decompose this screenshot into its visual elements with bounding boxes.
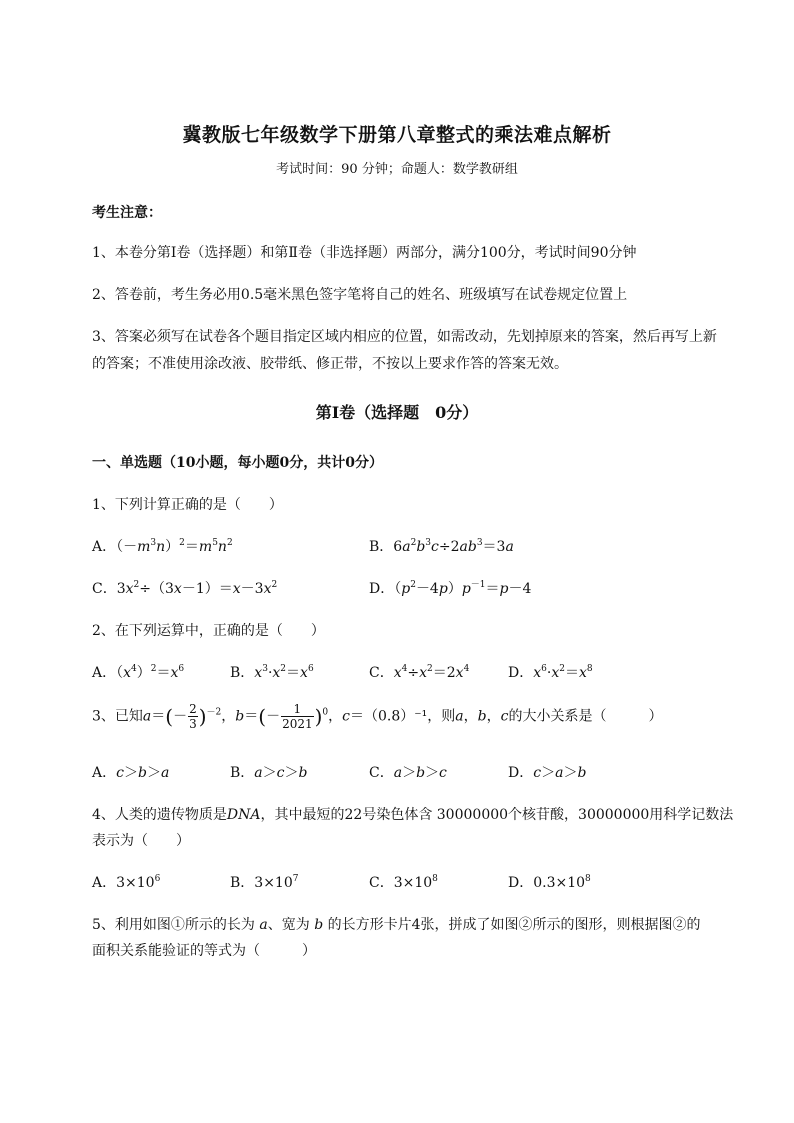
question-4-option-a: A．$3\times 10^6$: [92, 874, 161, 891]
question-5-line-2: 面积关系能验证的等式为（ ）: [92, 943, 316, 959]
question-4-option-d: D．$0.3\times 10^8$: [508, 874, 591, 891]
question-3-stem: 3、已知a＝(－ $\frac{2}{3}$ )$^{-2}$，b＝(－ $\frac{1}{2021}$ )$^0$，c＝（0.8）⁻¹，则a，b，c的大小关系是（ ）: [92, 702, 663, 731]
question-1-option-d: D．$(p^2-4p)p^{-1}=p-4$: [369, 580, 532, 597]
fraction-one-over-2021: $\frac{1}{2021}$: [282, 702, 313, 731]
question-1-option-a: A．$(-m^3n)^2=m^5n^2$: [92, 538, 233, 555]
question-4-option-c: C．$3\times 10^8$: [369, 874, 438, 891]
question-1-option-c: C．$3x^2\div(3x-1)=x-3x^2$: [92, 580, 278, 597]
notice-heading: 考生注意：: [92, 205, 162, 221]
question-4-option-b: B．$3\times 10^7$: [230, 874, 299, 891]
question-2-option-b: B．$x^3\cdot x^2=x^6$: [230, 664, 314, 681]
question-2-stem: 2、在下列运算中，正确的是（ ）: [92, 623, 325, 639]
question-2-option-a: A．$(x^4)^2=x^6$: [92, 664, 185, 681]
notice-item-3-line-2: 的答案；不准使用涂改液、胶带纸、修正带，不按以上要求作答的答案无效。: [92, 356, 568, 372]
question-2-option-d: D．$x^6\cdot x^2=x^8$: [508, 664, 593, 681]
notice-item-2: 2、答卷前，考生务必用0.5毫米黑色签字笔将自己的姓名、班级填写在试卷规定位置上: [92, 287, 628, 303]
question-3-option-d: D．c＞a＞b: [508, 765, 587, 781]
fraction-two-thirds: $\frac{2}{3}$: [189, 702, 197, 731]
section-title: 第Ⅰ卷（选择题 0分）: [315, 403, 479, 422]
question-3-option-c: C．a＞b＞c: [369, 765, 447, 781]
notice-item-1: 1、本卷分第Ⅰ卷（选择题）和第Ⅱ卷（非选择题）两部分，满分100分，考试时间90分钟: [92, 245, 637, 261]
page-title: 冀教版七年级数学下册第八章整式的乘法难点解析: [182, 124, 612, 146]
notice-item-3-line-1: 3、答案必须写在试卷各个题目指定区域内相应的位置，如需改动，先划掉原来的答案，然后再写上新: [92, 329, 717, 345]
question-1-stem: 1、下列计算正确的是（ ）: [92, 497, 283, 513]
question-3-option-b: B．a＞c＞b: [230, 765, 308, 781]
question-1-option-b: B．$6a^2b^3c\div 2ab^3=3a$: [369, 538, 514, 555]
question-4-line-2: 表示为（ ）: [92, 833, 190, 849]
part-heading: 一、单选题（10小题，每小题0分，共计0分）: [92, 455, 383, 471]
question-2-option-c: C．$x^4\div x^2=2x^4$: [369, 664, 470, 681]
exam-info: 考试时间：90 分钟；命题人：数学教研组: [276, 162, 518, 177]
question-5-line-1: 5、利用如图①所示的长为 a、宽为 b 的长方形卡片4张，拼成了如图②所示的图形，则根据图②的: [92, 917, 701, 933]
question-4-line-1: 4、人类的遗传物质是DNA，其中最短的22号染色体含 30000000个核苷酸，30000000用科学记数法: [92, 807, 734, 823]
question-3-option-a: A．c＞b＞a: [92, 765, 170, 781]
